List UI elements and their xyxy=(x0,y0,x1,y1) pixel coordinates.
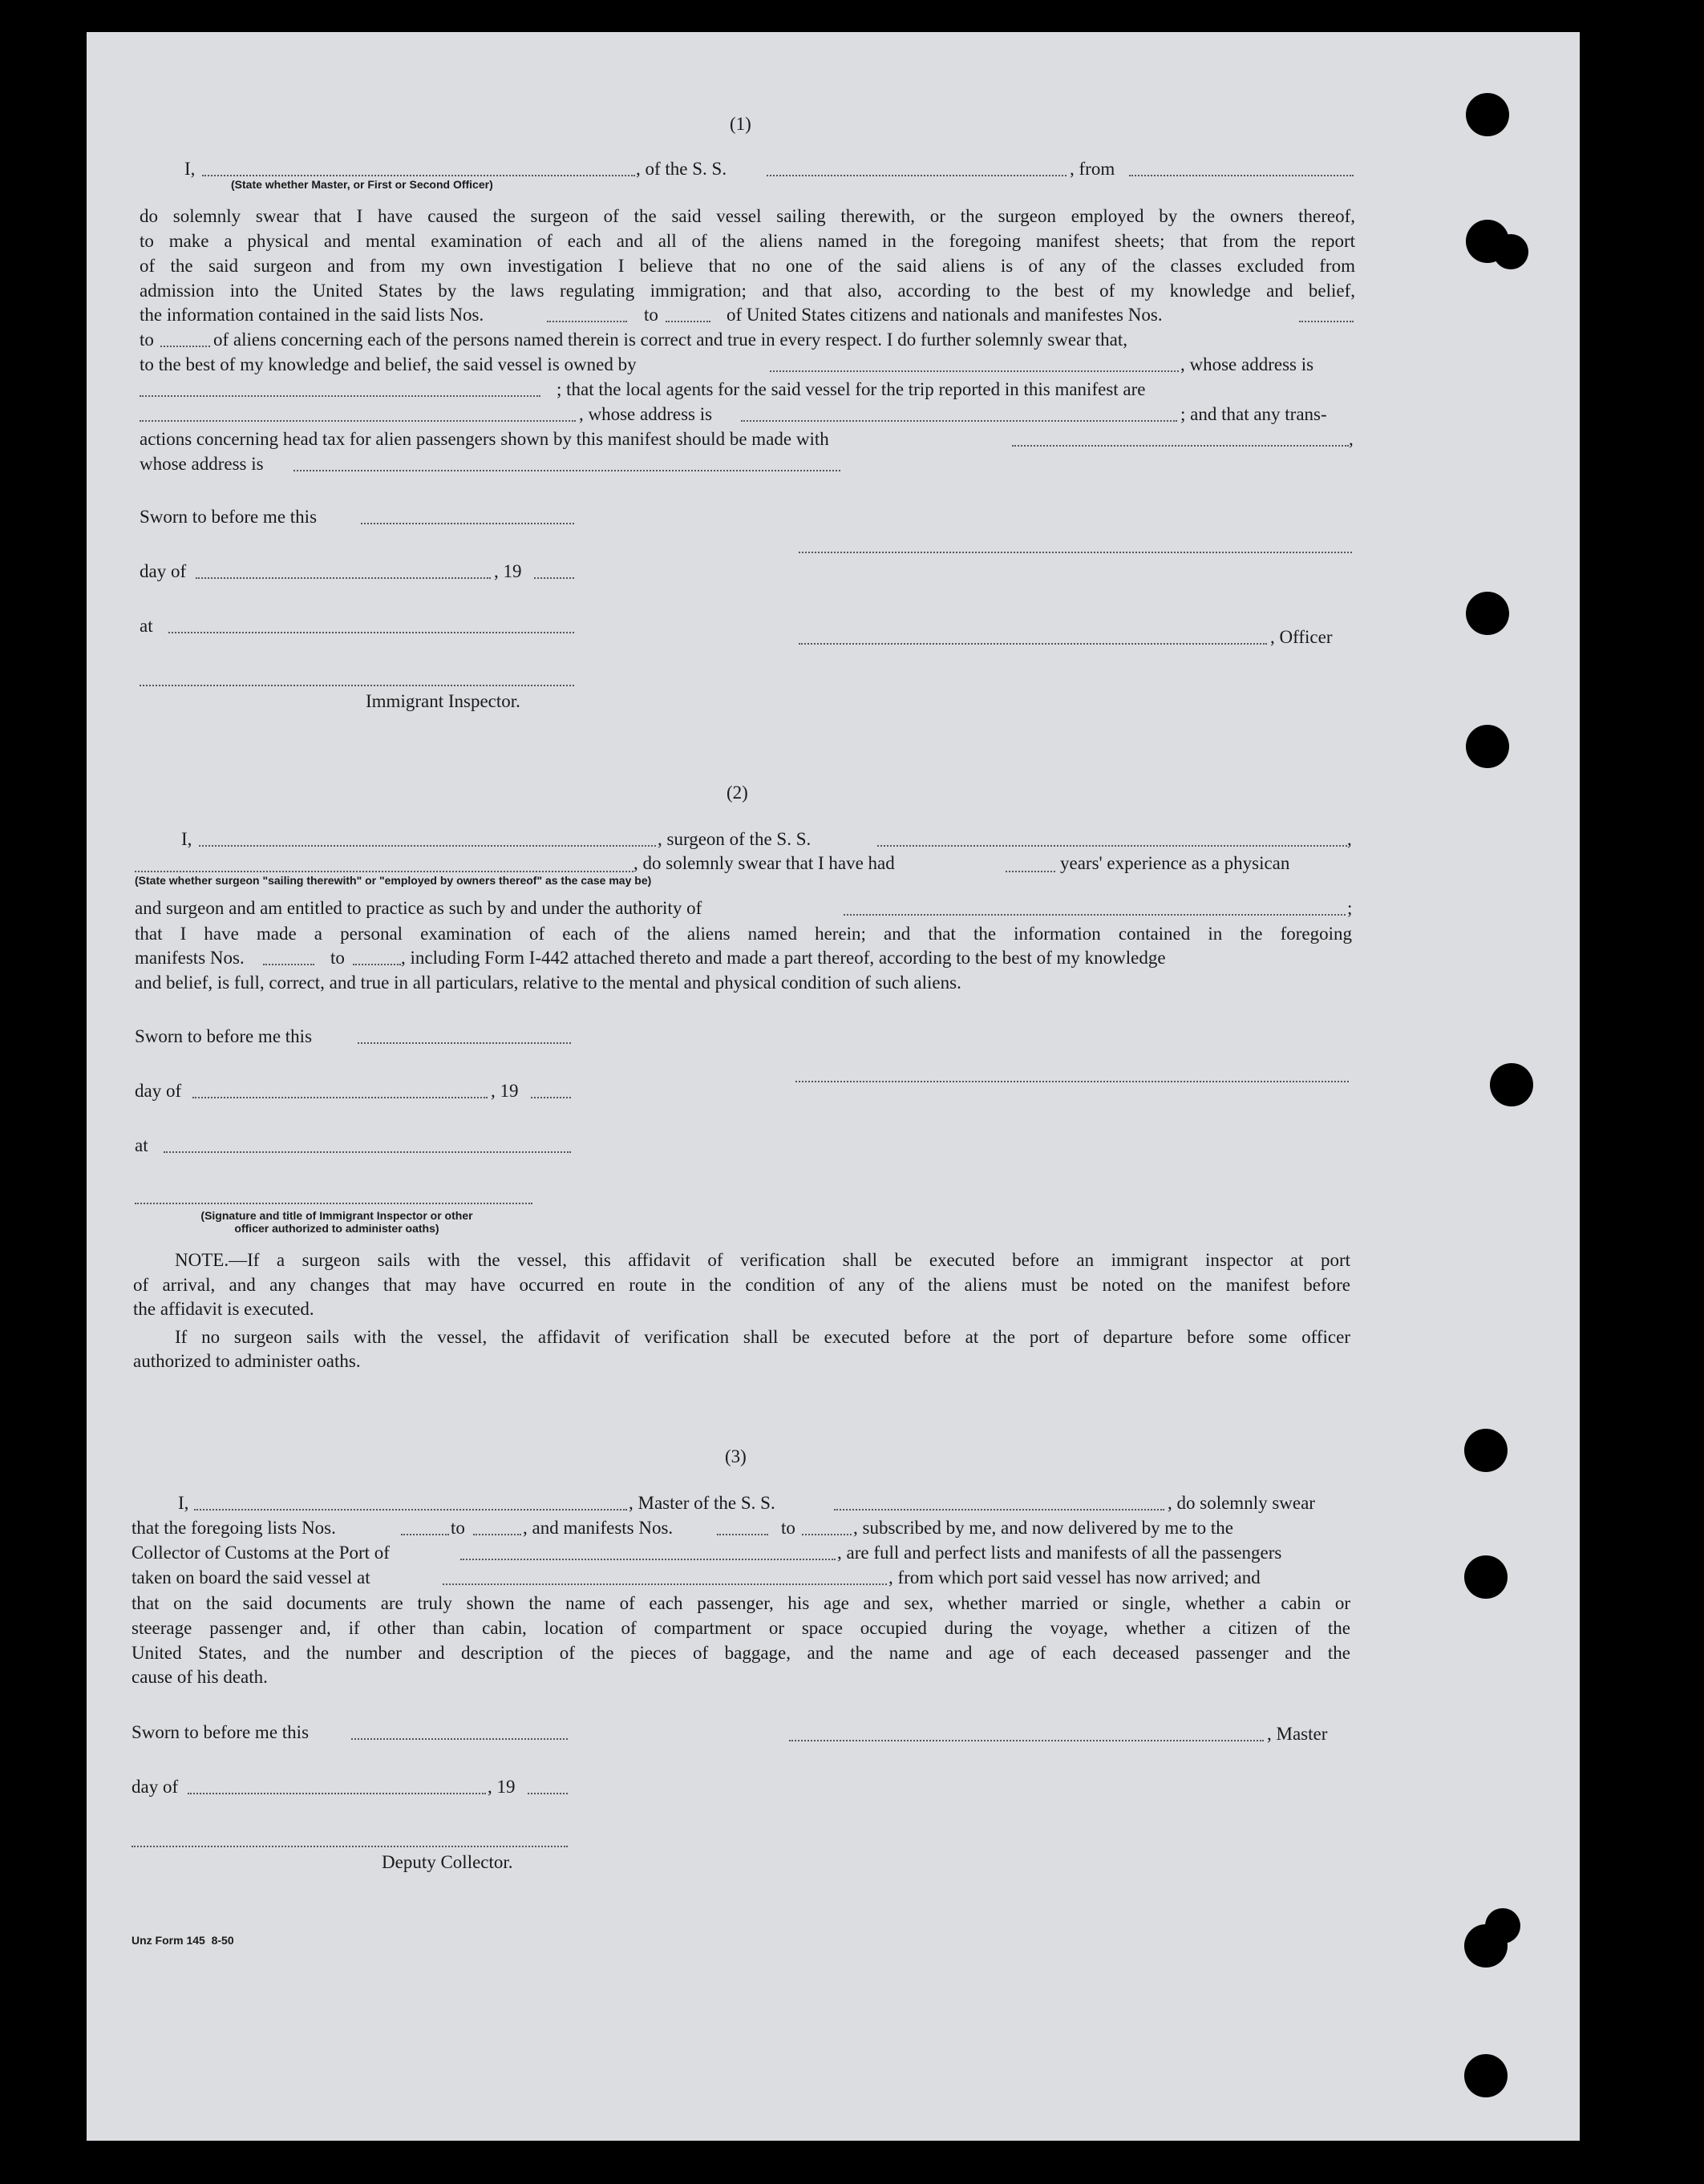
s3-lists-to-field[interactable] xyxy=(473,1534,521,1535)
s3-manifests-from-field[interactable] xyxy=(717,1534,768,1535)
s3-line: that on the said documents are truly shown the name of each passenger, his age and sex, whether married or single, whether a cabin or xyxy=(132,1593,1350,1613)
s2-manifests-to-field[interactable] xyxy=(353,964,401,965)
manifests-from-field[interactable] xyxy=(1299,321,1354,322)
s2-years: years' experience as a physican xyxy=(1060,853,1290,873)
s3-l4a: taken on board the said vessel at xyxy=(132,1567,370,1587)
note-line: authorized to administer oaths. xyxy=(133,1351,361,1371)
s3-year: , 19 xyxy=(488,1777,516,1797)
s3-sworn: Sworn to before me this xyxy=(132,1722,310,1742)
surgeon-status-field[interactable] xyxy=(135,871,633,872)
s3-line: United States, and the number and description of the pieces of baggage, and the name and age of each deceased passenger and the xyxy=(132,1643,1350,1663)
s1-at: at xyxy=(140,616,153,636)
s2-at: at xyxy=(135,1135,148,1155)
binder-hole xyxy=(1466,725,1509,768)
s3-i: I, xyxy=(178,1493,189,1513)
s1-line: to make a physical and mental examination of each and all of the aliens named in the foregoing manifest sheets; that from the report xyxy=(140,231,1355,251)
s2-sworn-day-field[interactable] xyxy=(358,1042,571,1044)
binder-hole xyxy=(1490,1063,1533,1106)
manifests-to-field[interactable] xyxy=(160,346,210,347)
s3-l2d: to xyxy=(781,1518,795,1538)
s3-day: day of xyxy=(132,1777,179,1797)
s2-l5c: , including Form I-442 attached thereto and made a part thereof, according to the best of my knowledge xyxy=(401,948,1166,968)
s1-l6a: to xyxy=(140,330,154,350)
s2-hint: (State whether surgeon "sailing therewith" or "employed by owners thereof" as the case may be) xyxy=(135,874,652,887)
binder-hole xyxy=(1464,1555,1508,1599)
s3-sworn-day-field[interactable] xyxy=(351,1738,568,1740)
note-line: NOTE.—If a surgeon sails with the vessel, this affidavit of verification shall be executed before an immigrant inspector at port xyxy=(175,1250,1350,1270)
s1-hint: (State whether Master, or First or Second Officer) xyxy=(231,178,493,191)
s2-signature-field[interactable] xyxy=(795,1081,1349,1082)
s2-l6: and belief, is full, correct, and true in all particulars, relative to the mental and physical condition of such aliens. xyxy=(135,973,961,993)
s2-swear: , do solemnly swear that I have had xyxy=(633,853,895,873)
binder-hole xyxy=(1466,592,1509,635)
s2-sig-caption-2: officer authorized to administer oaths) xyxy=(234,1222,439,1235)
s3-manifests-to-field[interactable] xyxy=(802,1534,852,1535)
binder-hole xyxy=(1493,234,1528,269)
s1-l7b: , whose address is xyxy=(1180,354,1314,374)
s3-swear: , do solemnly swear xyxy=(1168,1493,1315,1513)
s1-l5b: to xyxy=(644,305,658,325)
s1-l9a: , whose address is xyxy=(579,404,713,424)
s1-l7a: to the best of my knowledge and belief, the said vessel is owned by xyxy=(140,354,637,374)
s1-l9b: ; and that any trans- xyxy=(1180,404,1327,424)
s2-inspector-signature-field[interactable] xyxy=(135,1203,532,1204)
s3-l2a: that the foregoing lists Nos. xyxy=(132,1518,336,1538)
s3-master-signature-field[interactable] xyxy=(789,1740,1264,1741)
s2-surgeon: , surgeon of the S. S. xyxy=(658,829,812,849)
s3-master: , Master xyxy=(1267,1724,1328,1744)
binder-hole xyxy=(1466,93,1509,136)
s1-l8: ; that the local agents for the said vessel for the trip reported in this manifest are xyxy=(557,379,1146,399)
form-number: Unz Form 145 8-50 xyxy=(132,1934,234,1947)
owner-address-field[interactable] xyxy=(140,395,540,397)
binder-hole xyxy=(1464,2054,1508,2097)
s3-l3a: Collector of Customs at the Port of xyxy=(132,1543,390,1563)
s2-sworn: Sworn to before me this xyxy=(135,1026,313,1046)
s1-day: day of xyxy=(140,561,187,581)
s1-year-field[interactable] xyxy=(534,577,574,579)
s2-l3: and surgeon and am entitled to practice as such by and under the authority of xyxy=(135,898,702,918)
officer-name-field[interactable] xyxy=(202,175,635,176)
s2-year-field[interactable] xyxy=(531,1097,571,1098)
agents-address-field[interactable] xyxy=(741,420,1177,422)
lists-from-field[interactable] xyxy=(547,321,627,322)
binder-hole xyxy=(1485,1908,1520,1943)
s1-line: of the said surgeon and from my own investigation I believe that no one of the said aliens is of any of the classes excluded from xyxy=(140,256,1355,276)
s2-vessel-field[interactable] xyxy=(877,845,1347,847)
s1-l6b: of aliens concerning each of the persons named therein is correct and true in every respect. I do further solemnly swear that, xyxy=(213,330,1127,350)
s2-semicolon: ; xyxy=(1347,898,1353,918)
s2-l5a: manifests Nos. xyxy=(135,948,245,968)
s3-last: cause of his death. xyxy=(132,1667,268,1687)
master-name-field[interactable] xyxy=(194,1509,627,1511)
s3-l2c: , and manifests Nos. xyxy=(523,1518,674,1538)
s1-year: , 19 xyxy=(494,561,522,581)
lists-to-field[interactable] xyxy=(666,321,710,322)
binder-hole xyxy=(1464,1429,1508,1472)
s1-from: , from xyxy=(1070,159,1115,179)
s1-comma: , xyxy=(1349,429,1354,449)
s1-l11: whose address is xyxy=(140,454,264,474)
s1-inspector-signature-field[interactable] xyxy=(140,685,574,686)
port-field[interactable] xyxy=(460,1559,836,1560)
s1-l5c: of United States citizens and nationals and manifestes Nos. xyxy=(727,305,1163,325)
s1-line: admission into the United States by the laws regulating immigration; and that also, according to the best of my knowledge and belief, xyxy=(140,281,1355,301)
s3-l4b: , from which port said vessel has now arrived; and xyxy=(888,1567,1261,1587)
owner-field[interactable] xyxy=(770,370,1179,372)
s2-month-field[interactable] xyxy=(192,1097,488,1098)
s1-signature-field[interactable] xyxy=(799,552,1352,553)
section-1-number: (1) xyxy=(730,114,751,134)
note-line: of arrival, and any changes that may have occurred en route in the condition of any of the aliens must be noted on the manifest before xyxy=(133,1275,1350,1295)
s2-day: day of xyxy=(135,1081,182,1101)
s3-year-field[interactable] xyxy=(528,1793,568,1794)
vessel-name-field[interactable] xyxy=(767,175,1067,176)
s1-officer: , Officer xyxy=(1270,627,1333,647)
s2-sig-caption-1: (Signature and title of Immigrant Inspector or other xyxy=(200,1209,473,1222)
s3-l3b: , are full and perfect lists and manifests of all the passengers xyxy=(837,1543,1282,1563)
section-3-number: (3) xyxy=(725,1446,747,1466)
s2-l4: that I have made a personal examination of each of the aliens named herein; and that the information contained in the foregoing xyxy=(135,924,1352,944)
s1-line: do solemnly swear that I have caused the surgeon of the said vessel sailing therewith, or the surgeon employed by the owners thereof, xyxy=(140,206,1355,226)
s2-l5b: to xyxy=(330,948,345,968)
s3-deputy: Deputy Collector. xyxy=(382,1852,513,1872)
years-field[interactable] xyxy=(1006,871,1055,872)
note-line: the affidavit is executed. xyxy=(133,1299,314,1319)
s3-line: steerage passenger and, if other than cabin, location of compartment or space occupied during the voyage, whether a citizen of the xyxy=(132,1618,1350,1638)
note-line: If no surgeon sails with the vessel, the affidavit of verification shall be executed before at the port of departure before some officer xyxy=(175,1327,1350,1347)
s3-l2e: , subscribed by me, and now delivered by me to the xyxy=(853,1518,1233,1538)
s1-l10: actions concerning head tax for alien passengers shown by this manifest should be made with xyxy=(140,429,829,449)
s1-sworn: Sworn to before me this xyxy=(140,507,318,527)
s1-sworn-day-field[interactable] xyxy=(361,523,574,524)
s3-deputy-signature-field[interactable] xyxy=(132,1846,568,1847)
s2-comma: , xyxy=(1347,829,1352,849)
agents-field[interactable] xyxy=(140,420,576,422)
from-port-field[interactable] xyxy=(1129,175,1354,176)
surgeon-name-field[interactable] xyxy=(199,845,656,847)
s3-vessel-field[interactable] xyxy=(834,1509,1164,1511)
s1-inspector: Immigrant Inspector. xyxy=(366,691,520,711)
s3-master-ss: , Master of the S. S. xyxy=(629,1493,775,1513)
s1-of-ss: , of the S. S. xyxy=(636,159,727,179)
embark-port-field[interactable] xyxy=(443,1583,887,1585)
s2-i: I, xyxy=(181,829,192,849)
s2-manifests-from-field[interactable] xyxy=(263,964,314,965)
s1-place-field[interactable] xyxy=(168,632,574,633)
s3-lists-from-field[interactable] xyxy=(401,1534,449,1535)
authority-field[interactable] xyxy=(844,914,1346,916)
s3-l2b: to xyxy=(451,1518,465,1538)
s3-month-field[interactable] xyxy=(188,1793,486,1794)
section-2-number: (2) xyxy=(727,783,748,803)
s2-year: , 19 xyxy=(491,1081,519,1101)
s1-l5a: the information contained in the said lists Nos. xyxy=(140,305,484,325)
head-tax-address-field[interactable] xyxy=(293,470,840,471)
s1-month-field[interactable] xyxy=(196,577,491,579)
head-tax-field[interactable] xyxy=(1012,445,1349,447)
s1-officer-field[interactable] xyxy=(799,643,1267,645)
s1-i: I, xyxy=(184,159,196,179)
s2-place-field[interactable] xyxy=(164,1151,571,1153)
